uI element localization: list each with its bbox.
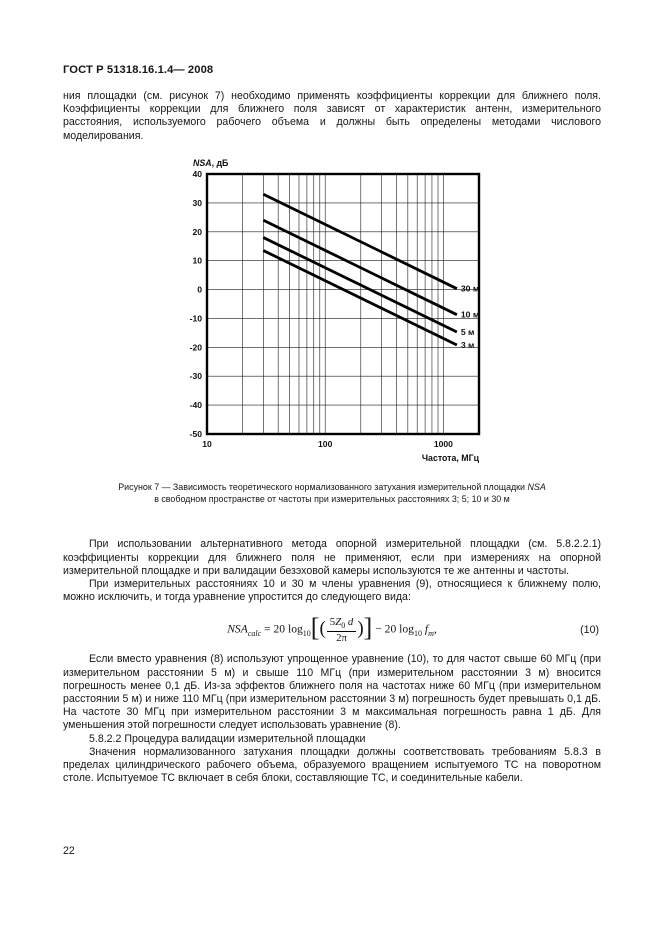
chart-series-line (263, 194, 456, 288)
y-tick-label: -40 (189, 399, 202, 410)
nsa-chart (165, 156, 499, 473)
eq-f: f (421, 623, 429, 637)
figure-caption-nsa: NSA (527, 481, 546, 492)
y-tick-label: -10 (189, 313, 202, 324)
figure-caption (63, 482, 601, 506)
y-tick-label: 0 (197, 284, 202, 295)
eq-bracket-open: [ (310, 613, 320, 643)
y-tick-label: 30 (192, 197, 202, 208)
x-axis-title: Частота, МГц (421, 452, 479, 463)
x-tick-label: 10 (202, 438, 212, 449)
series-label: 30 м (460, 283, 480, 294)
page-number: 22 (63, 845, 75, 857)
eq-nsa: NSA (227, 623, 248, 637)
eq-comma: , (433, 623, 437, 637)
y-tick-label: -30 (189, 371, 202, 382)
paragraph-distances-10-30: При измерительных расстояниях 10 и 30 м члены уравнения (9), относящиеся к ближнему полю, можно исключить, и тогда уравнение упростится до следующего вида: (63, 578, 601, 604)
page-content (63, 64, 601, 785)
series-label: 5 м (460, 326, 475, 337)
series-label: 10 м (460, 309, 480, 320)
eq-fraction-denominator: 2π (327, 631, 357, 645)
eq-f-sub: m (428, 629, 434, 639)
eq-bracket-close: ] (363, 613, 373, 643)
paragraph-validation-values: Значения нормализованного затухания площадки должны соответствовать требованиям 5.8.3 в пределах цилиндрического рабочего объема, образуемого вращением испытуемого ТС на поворотном столе. Испытуемое ТС включает в себя блоки, составляющие ТС, и соединительные кабели. (63, 745, 601, 785)
y-tick-label: 40 (192, 168, 202, 179)
series-label: 3 м (460, 339, 475, 350)
y-tick-label: 20 (192, 226, 202, 237)
y-tick-label: -50 (189, 428, 202, 439)
x-tick-label: 100 (318, 438, 333, 449)
figure-7 (63, 156, 601, 506)
chart-series-line (263, 220, 456, 314)
y-axis-title: NSA, дБ (193, 157, 229, 168)
paragraph-alternative-method: При использовании альтернативного метода опорной измерительной площадки (см. 5.8.2.2.1) коэффициенты коррекции для ближнего поля не применяют, если при измерениях на опорной измерительной площадке и при валидации безэховой камеры используются те же антенны и частоты. (63, 538, 601, 577)
vertical-spacer (63, 505, 601, 538)
section-5-8-2-2-heading: 5.8.2.2 Процедура валидации измерительной площадки (89, 732, 366, 745)
figure-caption-line2: в свободном пространстве от частоты при измерительных расстояниях 3; 5; 10 и 30 м (154, 493, 510, 504)
eq-num-z: Z (335, 615, 342, 628)
eq-paren-close: ) (357, 618, 364, 640)
document-header: ГОСТ Р 51318.16.1.4— 2008 (63, 64, 214, 76)
equation-10 (63, 615, 601, 645)
eq-mid1: = 20 log (261, 623, 303, 637)
chart-series-line (263, 237, 456, 331)
eq-paren-open: ( (319, 618, 326, 640)
paragraph-near-field-correction: ния площадки (см. рисунок 7) необходимо применять коэффициенты коррекции для ближнего поля. Коэффициенты коррекции для ближнего поля зависят от характеристик антенн, измерительного расстояния, используемого рабочего объема и должны быть определены методами числового моделирования. (63, 90, 601, 142)
y-tick-label: -20 (189, 342, 202, 353)
figure-caption-text: Рисунок 7 — Зависимость теоретического нормализованного затухания измерительной площадки (118, 481, 528, 492)
eq-num-z-sub: 0 (341, 620, 346, 630)
x-tick-label: 1000 (433, 438, 453, 449)
eq-log-sub-b: 10 (413, 629, 422, 639)
equation-number: (10) (580, 624, 599, 637)
equation-content (227, 615, 437, 645)
eq-fraction (327, 616, 357, 646)
eq-num-coef: 5 (329, 615, 336, 628)
y-tick-label: 10 (192, 255, 202, 266)
eq-num-d: d (345, 615, 354, 628)
chart-series-line (263, 250, 456, 344)
nsa-chart-svg (165, 156, 499, 468)
paragraph-error-estimate: Если вместо уравнения (8) используют упрощенное уравнение (10), то для частот свыше 60 МГц (при измерительном расстоянии 5 м) и свыше 110 МГц (при измерительном расстоянии 3 м) вносится погрешность менее 0,1 дБ. Из-за эффектов ближнего поля на частотах ниже 60 МГц (при измерительном расстоянии 5 м) и ниже 110 МГц (при измерительном расстоянии 3 м) погрешность будет превышать 0,1 дБ. На частоте 30 МГц при измерительном расстоянии 3 м максимальная погрешность равна 1 дБ. Для уменьшения этой погрешности следует использовать уравнение (8). (63, 653, 601, 732)
eq-mid2: − 20 log (372, 623, 414, 637)
eq-log-sub-a: 10 (302, 629, 311, 639)
eq-fraction-numerator (327, 616, 357, 631)
eq-nsa-sub: calc (247, 629, 262, 639)
